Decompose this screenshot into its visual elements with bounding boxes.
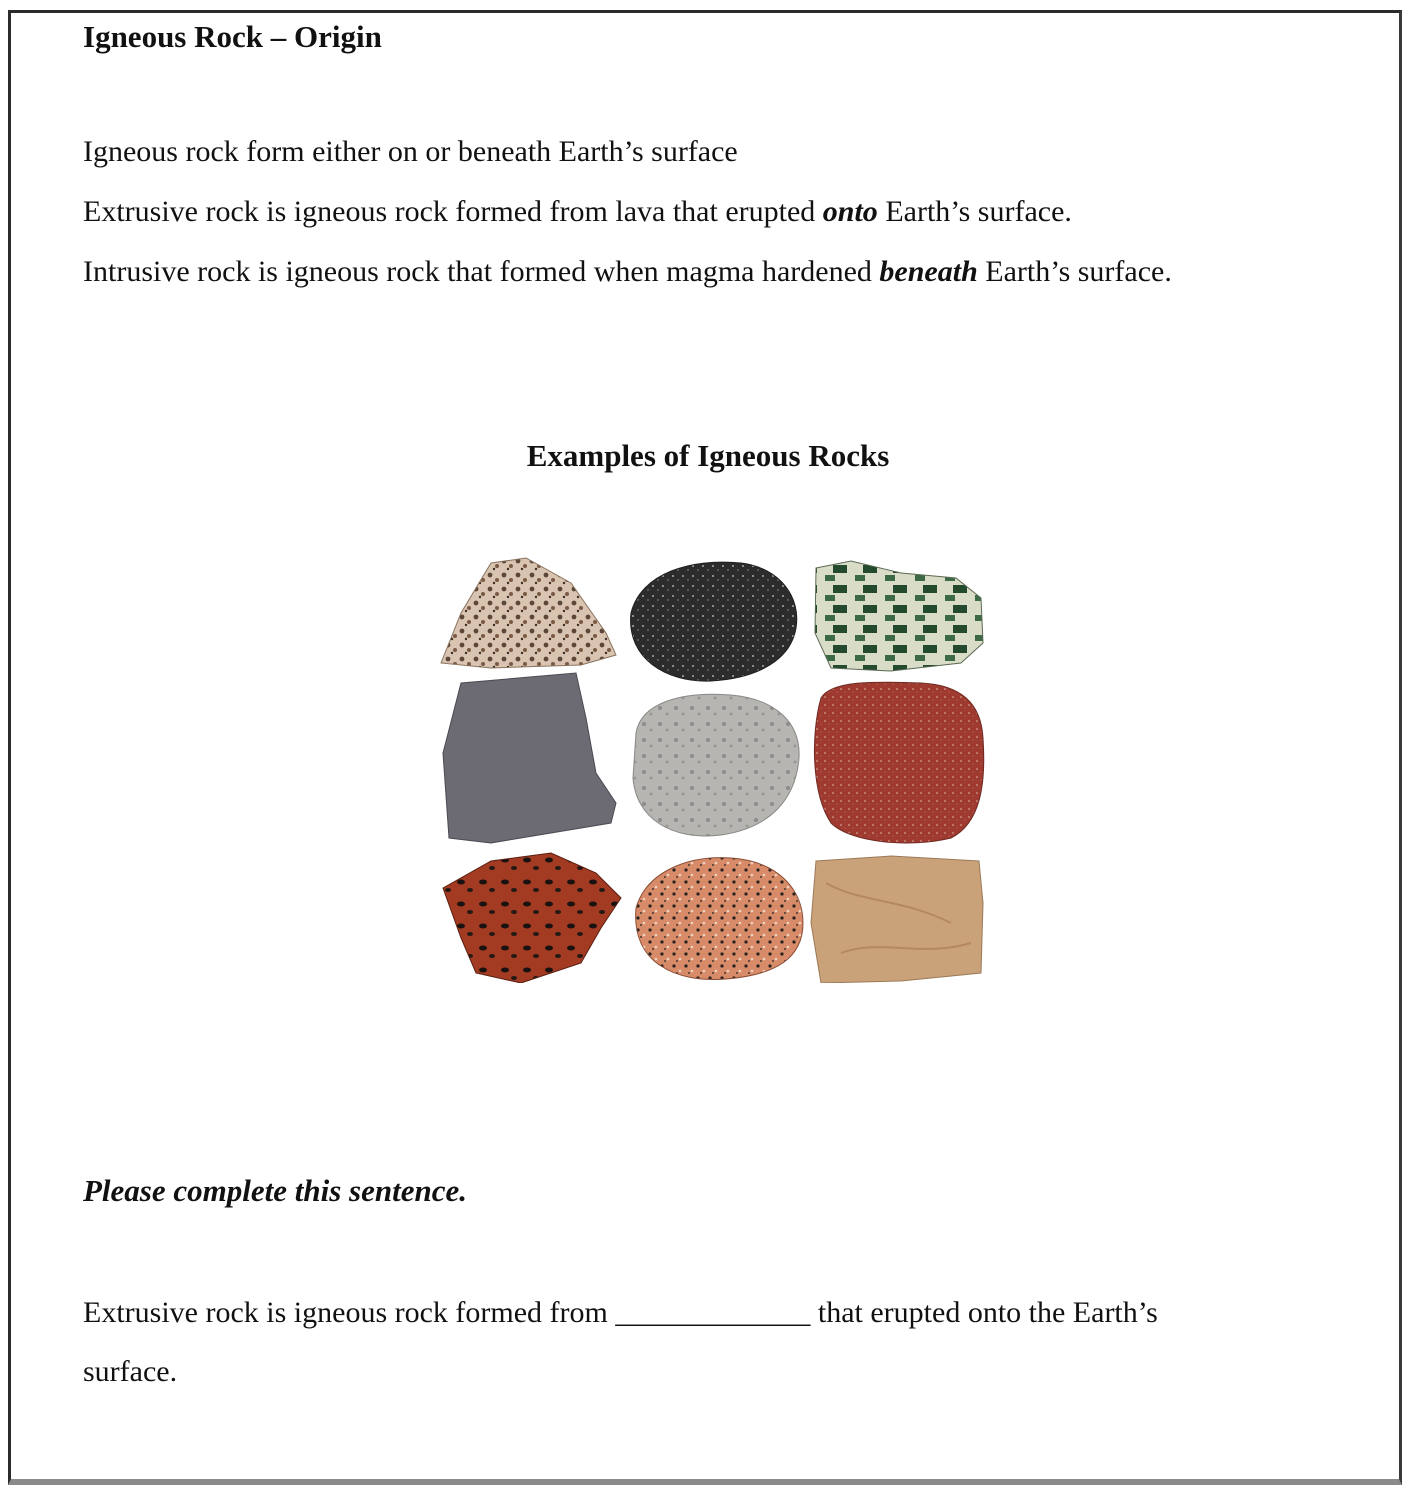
- answer-blank[interactable]: _____________: [615, 1296, 811, 1329]
- rock-red-speckled: [814, 682, 983, 843]
- exercise-sentence: [83, 1296, 1158, 1330]
- intro-line-3: [83, 255, 1172, 289]
- intro-line-3-emphasis: beneath: [879, 255, 978, 288]
- exercise-prompt: Please complete this sentence.: [83, 1173, 467, 1208]
- examples-heading: Examples of Igneous Rocks: [526, 438, 890, 473]
- page-title: Igneous Rock – Origin: [83, 19, 382, 54]
- exercise-sentence-start: Extrusive rock is igneous rock formed from: [83, 1296, 616, 1329]
- intro-line-1: Igneous rock form either on or beneath Earth’s surface: [83, 135, 738, 168]
- intro-line-3-start: Intrusive rock is igneous rock that formed when magma hardened: [83, 255, 880, 288]
- exercise-sentence-middle: that erupted onto the Earth’s: [810, 1296, 1158, 1329]
- rock-obsidian-mahogany: [443, 853, 621, 983]
- rock-tan-rhyolite: [811, 856, 983, 983]
- intro-line-2-start: Extrusive rock is igneous rock formed from lava that erupted: [83, 195, 823, 228]
- exercise-sentence-end: surface.: [83, 1355, 178, 1388]
- rock-pumice-light: [633, 694, 799, 836]
- intro-line-3-end: Earth’s surface.: [977, 255, 1172, 288]
- rock-pink-granite: [636, 858, 803, 980]
- rock-gray-slate: [443, 673, 616, 843]
- intro-line-2-emphasis: onto: [822, 195, 878, 228]
- rock-green-white: [815, 561, 983, 671]
- intro-line-2: [83, 195, 1072, 229]
- document-page: [8, 10, 1402, 1485]
- rock-basalt-dark: [631, 562, 797, 681]
- igneous-rocks-image: [431, 543, 991, 983]
- intro-line-2-end: Earth’s surface.: [877, 195, 1072, 228]
- rock-granite-speckled: [441, 558, 616, 668]
